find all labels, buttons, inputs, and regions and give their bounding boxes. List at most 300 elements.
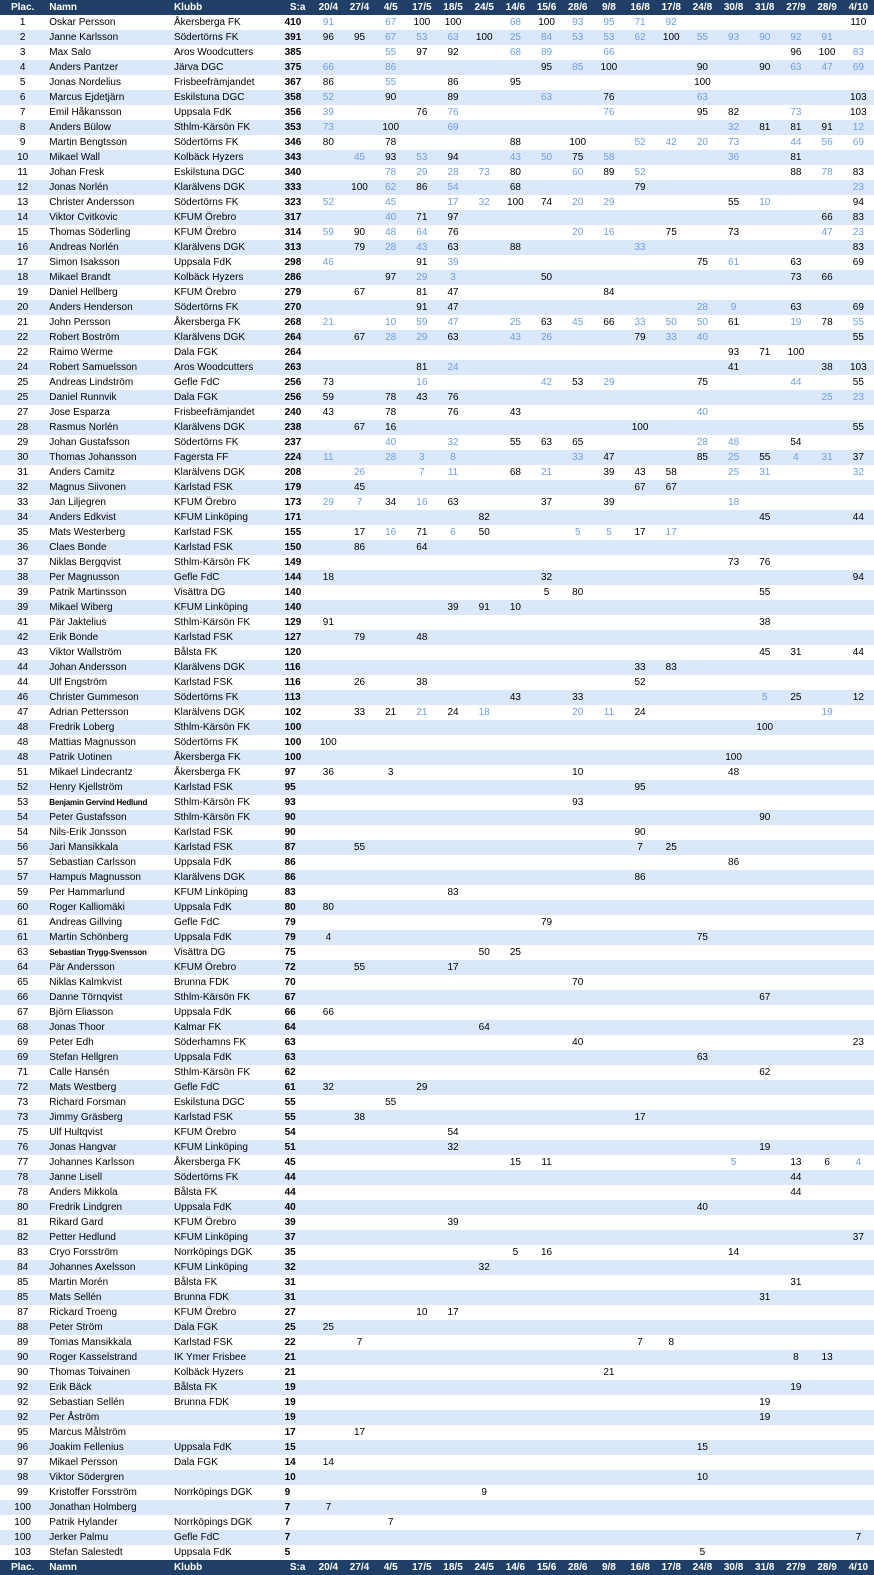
event-score (749, 1305, 780, 1320)
event-score (531, 885, 562, 900)
event-score (437, 1230, 468, 1245)
event-score: 67 (375, 30, 406, 45)
event-score (749, 270, 780, 285)
event-score (344, 1080, 375, 1095)
event-score: 91 (406, 300, 437, 315)
event-score (624, 195, 655, 210)
event-score: 18 (469, 705, 500, 720)
club-name (170, 1500, 283, 1515)
event-score (406, 795, 437, 810)
event-score (406, 1230, 437, 1245)
event-score (500, 60, 531, 75)
rank-cell: 32 (0, 480, 45, 495)
event-score: 53 (406, 30, 437, 45)
event-score: 62 (624, 30, 655, 45)
event-score (749, 930, 780, 945)
player-name: Anders Pantzer (45, 60, 170, 75)
event-score (687, 1455, 718, 1470)
event-score: 7 (843, 1530, 874, 1545)
event-score (375, 1530, 406, 1545)
event-score (375, 105, 406, 120)
table-row (0, 555, 874, 570)
event-score (593, 1470, 624, 1485)
event-score (562, 390, 593, 405)
event-score (656, 60, 687, 75)
event-score (344, 1485, 375, 1500)
event-score: 31 (780, 1275, 811, 1290)
event-score (500, 120, 531, 135)
total-points: 79 (283, 915, 313, 930)
event-score (843, 945, 874, 960)
event-score: 79 (624, 180, 655, 195)
table-row (0, 855, 874, 870)
event-score (562, 1290, 593, 1305)
event-score (562, 1410, 593, 1425)
event-score (469, 885, 500, 900)
event-score (843, 1515, 874, 1530)
event-score (718, 1350, 749, 1365)
club-name: Frisbeefrämjandet (170, 405, 283, 420)
event-score (687, 195, 718, 210)
event-score (406, 1425, 437, 1440)
event-score (624, 405, 655, 420)
event-score (375, 900, 406, 915)
event-score (406, 1530, 437, 1545)
event-score (687, 795, 718, 810)
rank-cell: 25 (0, 375, 45, 390)
club-name: Uppsala FdK (170, 105, 283, 120)
event-score: 68 (500, 465, 531, 480)
event-score (812, 555, 843, 570)
event-score (812, 195, 843, 210)
event-score: 83 (437, 885, 468, 900)
event-score: 50 (656, 315, 687, 330)
player-name: Patrik Martinsson (45, 585, 170, 600)
event-score (749, 285, 780, 300)
event-score (687, 480, 718, 495)
event-score (812, 1080, 843, 1095)
event-score (437, 1170, 468, 1185)
player-name: Jan Liljegren (45, 495, 170, 510)
event-score: 29 (406, 165, 437, 180)
event-score: 28 (375, 450, 406, 465)
event-score (344, 75, 375, 90)
event-score: 37 (531, 495, 562, 510)
event-score (593, 435, 624, 450)
event-score (344, 825, 375, 840)
event-score (344, 195, 375, 210)
event-score (437, 1155, 468, 1170)
event-score: 41 (718, 360, 749, 375)
event-score (437, 810, 468, 825)
event-score (344, 255, 375, 270)
event-score: 5 (749, 690, 780, 705)
event-score (718, 270, 749, 285)
event-score: 53 (562, 30, 593, 45)
rank-cell: 97 (0, 1455, 45, 1470)
event-score: 93 (562, 15, 593, 30)
rank-cell: 60 (0, 900, 45, 915)
event-score (531, 210, 562, 225)
event-score (313, 1350, 344, 1365)
event-score (718, 375, 749, 390)
event-score (593, 390, 624, 405)
event-score (562, 1335, 593, 1350)
event-score (313, 750, 344, 765)
event-score (656, 210, 687, 225)
event-score (749, 705, 780, 720)
event-score (344, 90, 375, 105)
table-header (0, 0, 874, 15)
event-score (656, 255, 687, 270)
event-score: 20 (687, 135, 718, 150)
event-score (718, 1515, 749, 1530)
rank-cell: 100 (0, 1500, 45, 1515)
event-score (562, 420, 593, 435)
event-score (500, 1545, 531, 1560)
club-name: Gefle FdC (170, 375, 283, 390)
event-score: 33 (624, 315, 655, 330)
event-score: 100 (344, 180, 375, 195)
event-score (718, 645, 749, 660)
rank-cell: 69 (0, 1035, 45, 1050)
event-score (531, 1290, 562, 1305)
event-score (593, 135, 624, 150)
table-row (0, 450, 874, 465)
event-score (375, 660, 406, 675)
event-score (656, 540, 687, 555)
event-score (469, 660, 500, 675)
event-score (687, 1515, 718, 1530)
player-name: Johan Andersson (45, 660, 170, 675)
event-score (313, 435, 344, 450)
table-row (0, 1275, 874, 1290)
header-col-11: 15/6 (531, 0, 562, 15)
event-score (687, 810, 718, 825)
club-name: Kolbäck Hyzers (170, 150, 283, 165)
event-score (624, 1230, 655, 1245)
event-score (406, 1110, 437, 1125)
club-name: Klarälvens DGK (170, 240, 283, 255)
total-points: 31 (283, 1275, 313, 1290)
club-name: Uppsala FdK (170, 1440, 283, 1455)
event-score (406, 1245, 437, 1260)
event-score (656, 930, 687, 945)
club-name: Karlstad FSK (170, 840, 283, 855)
event-score: 46 (313, 255, 344, 270)
event-score (313, 240, 344, 255)
event-score (593, 1260, 624, 1275)
event-score (780, 180, 811, 195)
event-score (469, 1110, 500, 1125)
event-score: 63 (437, 240, 468, 255)
player-name: Fredrik Loberg (45, 720, 170, 735)
event-score (687, 555, 718, 570)
rank-cell: 14 (0, 210, 45, 225)
event-score (437, 1335, 468, 1350)
event-score (843, 585, 874, 600)
club-name: Sthlm-Kärsön FK (170, 795, 283, 810)
event-score (812, 960, 843, 975)
event-score: 39 (313, 105, 344, 120)
event-score (656, 810, 687, 825)
event-score (531, 450, 562, 465)
event-score (780, 750, 811, 765)
event-score: 33 (344, 705, 375, 720)
event-score (375, 1230, 406, 1245)
event-score (624, 900, 655, 915)
club-name: Visättra DG (170, 945, 283, 960)
club-name: Dala FGK (170, 1455, 283, 1470)
event-score (812, 915, 843, 930)
table-row (0, 690, 874, 705)
event-score: 5 (593, 525, 624, 540)
event-score (749, 795, 780, 810)
event-score: 100 (375, 120, 406, 135)
event-score (469, 1380, 500, 1395)
event-score (749, 480, 780, 495)
event-score (344, 585, 375, 600)
event-score: 11 (313, 450, 344, 465)
table-row (0, 1215, 874, 1230)
event-score (562, 630, 593, 645)
event-score (593, 600, 624, 615)
table-row (0, 525, 874, 540)
event-score (780, 480, 811, 495)
table-row (0, 1485, 874, 1500)
total-points: 22 (283, 1335, 313, 1350)
header-col-3: S:a (283, 0, 313, 15)
event-score: 91 (812, 30, 843, 45)
table-row (0, 1005, 874, 1020)
club-name: Uppsala FdK (170, 1200, 283, 1215)
player-name: Thomas Söderling (45, 225, 170, 240)
event-score: 43 (624, 465, 655, 480)
event-score (593, 660, 624, 675)
event-score (469, 390, 500, 405)
event-score (531, 1230, 562, 1245)
event-score: 8 (780, 1350, 811, 1365)
player-name: Marcus Ejdetjärn (45, 90, 170, 105)
event-score (406, 600, 437, 615)
event-score (313, 990, 344, 1005)
player-name: Johannes Axelsson (45, 1260, 170, 1275)
event-score (780, 945, 811, 960)
event-score: 39 (437, 255, 468, 270)
event-score (375, 570, 406, 585)
event-score (656, 90, 687, 105)
footer-col-5: 27/4 (344, 1560, 375, 1575)
event-score (500, 1275, 531, 1290)
event-score: 85 (562, 60, 593, 75)
total-points: 31 (283, 1290, 313, 1305)
event-score: 17 (344, 1425, 375, 1440)
event-score (562, 1395, 593, 1410)
player-name: Richard Forsman (45, 1095, 170, 1110)
event-score (624, 810, 655, 825)
table-row (0, 210, 874, 225)
player-name: Jonathan Holmberg (45, 1500, 170, 1515)
event-score (718, 705, 749, 720)
event-score (593, 720, 624, 735)
event-score: 103 (843, 105, 874, 120)
event-score (531, 900, 562, 915)
total-points: 10 (283, 1470, 313, 1485)
event-score (687, 945, 718, 960)
event-score (562, 330, 593, 345)
event-score (375, 1455, 406, 1470)
event-score (469, 975, 500, 990)
event-score (749, 1455, 780, 1470)
event-score (531, 285, 562, 300)
event-score (437, 1350, 468, 1365)
event-score (624, 300, 655, 315)
event-score (531, 975, 562, 990)
event-score (656, 555, 687, 570)
event-score (469, 630, 500, 645)
event-score (718, 1425, 749, 1440)
event-score (687, 1365, 718, 1380)
event-score (624, 990, 655, 1005)
event-score (469, 375, 500, 390)
event-score (812, 1005, 843, 1020)
event-score (344, 1245, 375, 1260)
event-score: 39 (593, 495, 624, 510)
rank-cell: 90 (0, 1365, 45, 1380)
event-score (687, 1155, 718, 1170)
event-score (469, 120, 500, 135)
club-name: KFUM Linköping (170, 510, 283, 525)
event-score: 25 (718, 465, 749, 480)
event-score (531, 765, 562, 780)
event-score (780, 930, 811, 945)
event-score (624, 690, 655, 705)
event-score: 7 (344, 495, 375, 510)
event-score (344, 990, 375, 1005)
club-name: Bålsta FK (170, 1380, 283, 1395)
event-score (656, 1005, 687, 1020)
event-score (656, 570, 687, 585)
event-score (780, 570, 811, 585)
event-score (406, 1335, 437, 1350)
event-score (313, 330, 344, 345)
event-score (687, 1320, 718, 1335)
event-score (313, 1440, 344, 1455)
event-score: 23 (843, 180, 874, 195)
event-score (313, 150, 344, 165)
event-score: 5 (687, 1545, 718, 1560)
event-score (812, 150, 843, 165)
event-score: 40 (687, 330, 718, 345)
event-score (437, 990, 468, 1005)
total-points: 63 (283, 1035, 313, 1050)
player-name: Niklas Bergqvist (45, 555, 170, 570)
event-score (406, 405, 437, 420)
player-name: Patrik Hylander (45, 1515, 170, 1530)
event-score: 97 (437, 210, 468, 225)
event-score: 43 (406, 390, 437, 405)
event-score (593, 1275, 624, 1290)
event-score (718, 285, 749, 300)
event-score: 16 (406, 495, 437, 510)
event-score (562, 1365, 593, 1380)
total-points: 155 (283, 525, 313, 540)
event-score (437, 420, 468, 435)
event-score (656, 1515, 687, 1530)
club-name: Brunna FDK (170, 1395, 283, 1410)
event-score: 78 (375, 390, 406, 405)
event-score (843, 1245, 874, 1260)
event-score (344, 1365, 375, 1380)
event-score (780, 90, 811, 105)
event-score (656, 1050, 687, 1065)
event-score: 81 (406, 285, 437, 300)
event-score: 73 (718, 225, 749, 240)
event-score (843, 435, 874, 450)
event-score: 75 (687, 255, 718, 270)
table-row (0, 240, 874, 255)
event-score (687, 750, 718, 765)
event-score (344, 135, 375, 150)
event-score (656, 705, 687, 720)
event-score (437, 900, 468, 915)
event-score (812, 480, 843, 495)
event-score: 100 (437, 15, 468, 30)
event-score: 44 (843, 645, 874, 660)
event-score (780, 1335, 811, 1350)
table-row (0, 960, 874, 975)
event-score (313, 780, 344, 795)
event-score (562, 720, 593, 735)
event-score: 7 (624, 840, 655, 855)
player-name: Daniel Runnvik (45, 390, 170, 405)
event-score (500, 675, 531, 690)
event-score (406, 1275, 437, 1290)
rank-cell: 56 (0, 840, 45, 855)
event-score (624, 1425, 655, 1440)
footer-col-20: 28/9 (812, 1560, 843, 1575)
event-score: 67 (624, 480, 655, 495)
total-points: 116 (283, 675, 313, 690)
event-score (344, 270, 375, 285)
total-points: 9 (283, 1485, 313, 1500)
event-score (687, 240, 718, 255)
event-score (469, 915, 500, 930)
event-score (687, 1065, 718, 1080)
event-score (718, 675, 749, 690)
event-score (687, 675, 718, 690)
event-score: 84 (593, 285, 624, 300)
event-score (375, 960, 406, 975)
event-score (749, 225, 780, 240)
event-score: 17 (437, 960, 468, 975)
event-score (344, 1200, 375, 1215)
event-score: 23 (843, 225, 874, 240)
event-score (469, 1350, 500, 1365)
event-score (812, 15, 843, 30)
event-score (406, 1485, 437, 1500)
event-score (469, 585, 500, 600)
event-score (749, 165, 780, 180)
total-points: 100 (283, 750, 313, 765)
event-score (406, 75, 437, 90)
event-score (375, 1335, 406, 1350)
event-score (562, 960, 593, 975)
event-score (656, 1545, 687, 1560)
event-score (344, 1530, 375, 1545)
rank-cell: 25 (0, 390, 45, 405)
event-score (812, 525, 843, 540)
